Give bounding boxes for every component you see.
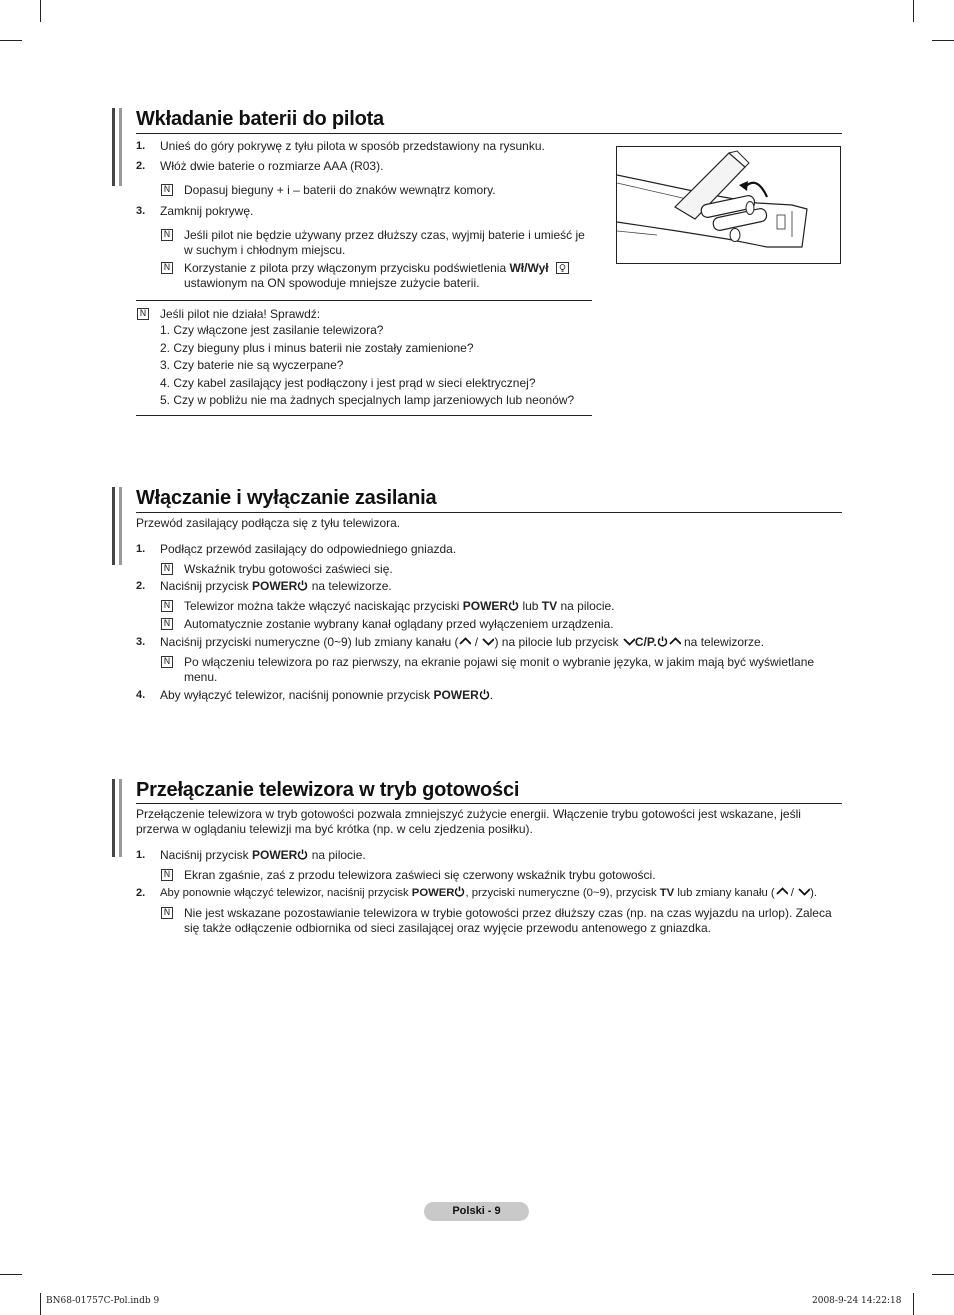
crop-mark: [932, 1274, 954, 1275]
bulb-icon: [556, 262, 569, 274]
step-text: [160, 886, 817, 901]
power-icon: [297, 849, 308, 860]
text: Naciśnij przyciski numeryczne (0~9) lub zmiany kanału (: [160, 635, 459, 649]
note: [184, 261, 569, 276]
step-number: 2.: [136, 160, 146, 172]
note-icon: N: [161, 184, 173, 196]
note-icon: N: [161, 563, 173, 575]
text: ) na pilocie lub przycisk: [494, 635, 622, 649]
checklist-item: 4. Czy kabel zasilający jest podłączony i jest prąd w sieci elektrycznej?: [160, 376, 536, 390]
text: na telewizorze.: [680, 635, 765, 649]
channel-down-icon: [481, 636, 494, 647]
note: ustawionym na ON spowoduje mniejsze zużycie baterii.: [184, 276, 480, 290]
note: Wskaźnik trybu gotowości zaświeci się.: [184, 562, 393, 576]
note-text: Korzystanie z pilota przy włączonym przycisku podświetlenia: [184, 261, 510, 275]
channel-down-icon: [797, 886, 810, 897]
text: na pilocie.: [308, 848, 366, 862]
section-bar: [119, 779, 122, 857]
power-label: POWER: [411, 887, 455, 899]
checklist-title: Jeśli pilot nie działa! Sprawdź:: [160, 307, 321, 321]
checklist-rule-bottom: [136, 415, 592, 416]
crop-mark: [40, 0, 41, 22]
crop-mark: [0, 40, 22, 41]
text: Aby ponownie włączyć telewizor, naciśnij przycisk: [160, 887, 412, 899]
power-icon: [657, 636, 668, 647]
note-icon: N: [161, 262, 173, 274]
channel-up-icon: [775, 886, 788, 897]
note: Ekran zgaśnie, zaś z przodu telewizora zaświeci się czerwony wskaźnik trybu gotowości.: [184, 868, 656, 882]
section-bar: [119, 487, 122, 565]
checklist-item: 2. Czy bieguny plus i minus baterii nie zostały zamienione?: [160, 341, 474, 355]
checklist-rule-top: [136, 300, 592, 301]
note: [184, 599, 615, 614]
tv-label: TV: [659, 887, 675, 899]
text: na pilocie.: [557, 599, 615, 613]
note: Nie jest wskazane pozostawianie telewizora w trybie gotowości przez dłuższy czas (np. na czas wyjazdu na urlop). Zaleca: [184, 906, 832, 920]
power-icon: [508, 600, 519, 611]
note: menu.: [184, 670, 218, 684]
section-bar: [112, 108, 115, 186]
intro: przerwa w oglądaniu telewizji ma być krótka (np. w celu zjedzenia posiłku).: [136, 822, 533, 836]
note-icon: N: [161, 229, 173, 241]
step-number: 3.: [136, 636, 146, 648]
note-icon: N: [137, 308, 149, 320]
cp-label: C/P: [634, 635, 654, 649]
note: Automatycznie zostanie wybrany kanał oglądany przed wyłączeniem urządzenia.: [184, 617, 614, 631]
title-rule: [136, 512, 842, 513]
step-number: 2.: [136, 887, 146, 899]
text: lub: [519, 599, 542, 613]
note: w suchym i chłodnym miejscu.: [184, 243, 346, 257]
text: /: [471, 635, 482, 649]
note: Dopasuj bieguny + i – baterii do znaków wewnątrz komory.: [184, 183, 496, 197]
step-text: Podłącz przewód zasilający do odpowiedniego gniazda.: [160, 542, 457, 556]
section-bar: [112, 487, 115, 565]
step-text: [160, 579, 392, 594]
step-number: 3.: [136, 205, 146, 217]
text: na telewizorze.: [308, 579, 392, 593]
power-icon: [297, 580, 308, 591]
step-number: 1.: [136, 849, 146, 861]
section-title: Wkładanie baterii do pilota: [136, 108, 384, 130]
tv-label: TV: [541, 599, 558, 613]
crop-mark: [913, 0, 914, 22]
crop-mark: [913, 1293, 914, 1315]
text: Naciśnij przycisk: [160, 579, 253, 593]
section-bar: [119, 108, 122, 186]
step-text: Unieś do góry pokrywę z tyłu pilota w sposób przedstawiony na rysunku.: [160, 139, 545, 153]
backlight-label: Wł/Wył: [509, 261, 549, 275]
channel-up-icon: [668, 636, 681, 647]
section-title: Włączanie i wyłączanie zasilania: [136, 487, 437, 509]
intro: Przewód zasilający podłącza się z tyłu telewizora.: [136, 516, 401, 530]
power-label: POWER: [252, 848, 298, 862]
text: lub zmiany kanału (: [674, 887, 775, 899]
text: Aby wyłączyć telewizor, naciśnij ponownie przycisk: [160, 688, 434, 702]
footer-date: 2008-9-24 14:22:18: [812, 1296, 902, 1306]
step-text: Włóż dwie baterie o rozmiarze AAA (R03).: [160, 159, 384, 173]
note-icon: N: [161, 618, 173, 630]
title-rule: [136, 803, 842, 804]
channel-up-icon: [458, 636, 471, 647]
power-label: POWER: [433, 688, 479, 702]
footer-file: BN68-01757C-Pol.indb 9: [46, 1296, 160, 1306]
title-rule: [136, 133, 842, 134]
page-number: Polski - 9: [424, 1202, 529, 1221]
text: Naciśnij przycisk: [160, 848, 253, 862]
step-text: [160, 848, 366, 863]
checklist-item: 3. Czy baterie nie są wyczerpane?: [160, 358, 344, 372]
section-title: Przełączanie telewizora w tryb gotowości: [136, 779, 520, 801]
crop-mark: [0, 1274, 22, 1275]
crop-mark: [932, 40, 954, 41]
section-bar: [112, 779, 115, 857]
power-label: POWER: [252, 579, 298, 593]
text: .: [489, 688, 494, 702]
step-number: 1.: [136, 543, 146, 555]
note-icon: N: [161, 656, 173, 668]
step-text: Naciśnij przyciski numeryczne (0~9) lub zmiany kanału ( / ) na pilocie lub przycisk C/P. na telewizorze.: [160, 635, 765, 649]
checklist-item: 5. Czy w pobliżu nie ma żadnych specjalnych lamp jarzeniowych lub neonów?: [160, 393, 575, 407]
step-number: 1.: [136, 140, 146, 152]
note-icon: N: [161, 907, 173, 919]
remote-battery-illustration: [616, 146, 841, 264]
channel-down-icon: [622, 636, 635, 647]
note: Po włączeniu telewizora po raz pierwszy, na ekranie pojawi się monit o wybranie języka, w jakim mają być wyświetlane: [184, 655, 815, 669]
note: się także odłączenie odbiornika od sieci zasilającej oraz wyjęcie przewodu antenowego z gniazdka.: [184, 921, 711, 935]
note-icon: N: [161, 600, 173, 612]
text: /: [787, 887, 798, 899]
crop-mark: [40, 1293, 41, 1315]
text: ).: [810, 887, 817, 899]
power-icon: [479, 689, 490, 700]
text: Telewizor można także włączyć naciskając przyciski: [184, 599, 463, 613]
checklist-item: 1. Czy włączone jest zasilanie telewizora?: [160, 323, 384, 337]
power-icon: [454, 886, 465, 897]
power-label: POWER: [462, 599, 509, 613]
note: Jeśli pilot nie będzie używany przez dłuższy czas, wyjmij baterie i umieść je: [184, 228, 585, 242]
step-number: 2.: [136, 580, 146, 592]
step-text: Zamknij pokrywę.: [160, 204, 254, 218]
step-text: [160, 688, 493, 703]
note-icon: N: [161, 869, 173, 881]
text: , przyciski numeryczne (0~9), przycisk: [465, 887, 660, 899]
step-number: 4.: [136, 689, 146, 701]
intro: Przełączenie telewizora w tryb gotowości pozwala zmniejszyć zużycie energii. Włączenie trybu gotowości jest wskazane, jeśli: [136, 807, 801, 821]
